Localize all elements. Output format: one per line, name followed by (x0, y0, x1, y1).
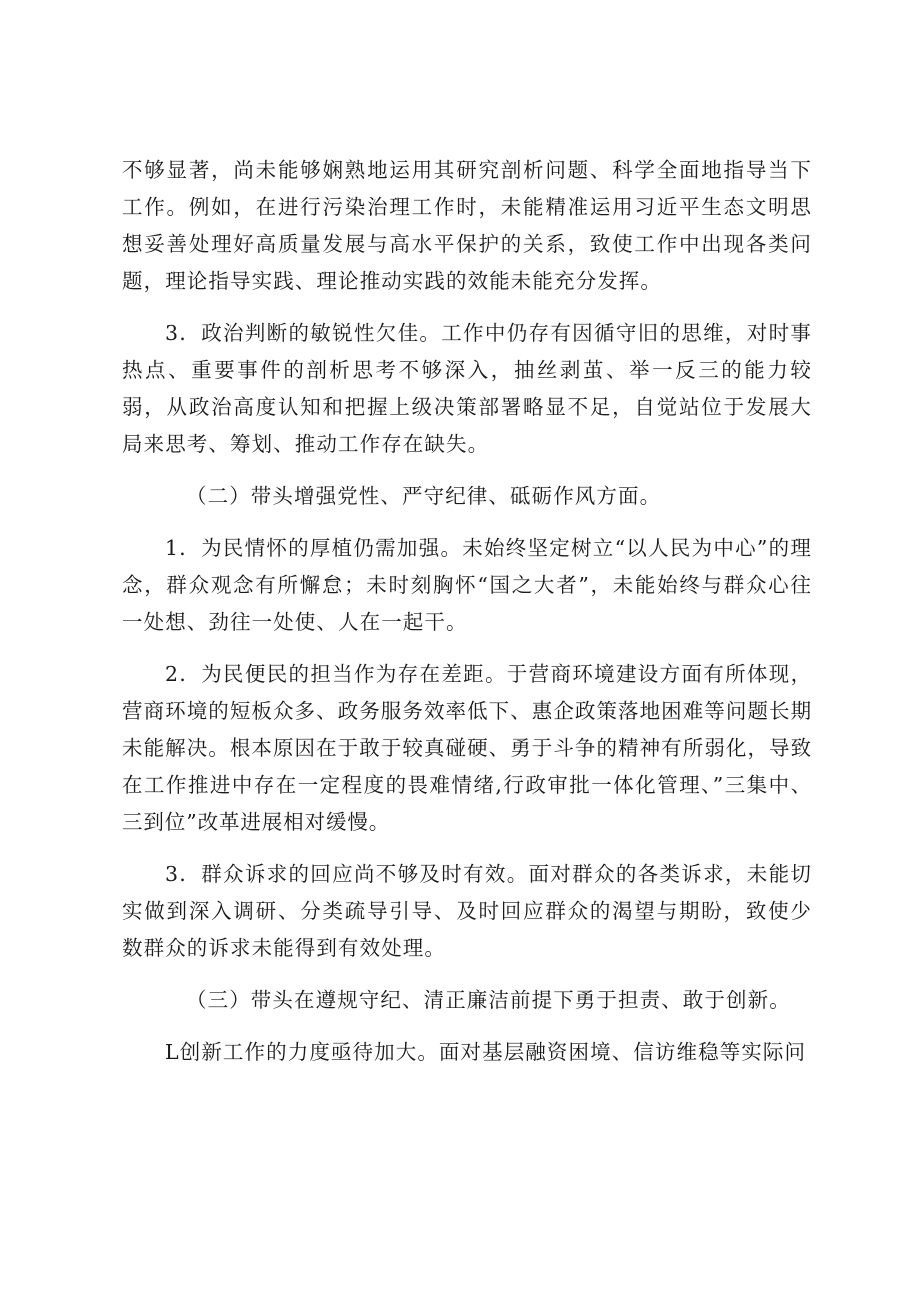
paragraph-continuation: 不够显著，尚未能够娴熟地运用其研究剖析问题、科学全面地指导当下工作。例如，在进行污染治理工作时，未能精准运用习近平生态文明思想妥善处理好高质量发展与高水平保护的关系，致使工作中出现各类问题，理论指导实践、理论推动实践的效能未能充分发挥。 (122, 158, 812, 293)
paragraph-item-1-innovation: L创新工作的力度亟待加大。面对基层融资困境、信访维稳等实际问 (165, 1040, 807, 1064)
paragraph-item-3-political-judgment: 3．政治判断的敏锐性欠佳。工作中仍存有因循守旧的思维，对时事热点、重要事件的剖析思考不够深入，抽丝剥茧、举一反三的能力较弱，从政治高度认知和把握上级决策部署略显不足，自觉站位于发展大局来思考、筹划、推动工作存在缺失。 (122, 321, 812, 456)
paragraph-item-3-public-appeals: 3．群众诉求的回应尚不够及时有效。面对群众的各类诉求，未能切实做到深入调研、分类疏导引导、及时回应群众的渴望与期盼，致使少数群众的诉求未能得到有效处理。 (122, 862, 812, 960)
paragraph-item-2-service-responsibility: 2．为民便民的担当作为存在差距。于营商环境建设方面有所体现，营商环境的短板众多、政务服务效率低下、惠企政策落地困难等问题长期未能解决。根本原因在于敢于较真碰硬、勇于斗争的精神有所弱化，导致在工作推进中存在一定程度的畏难情绪,行政审批一体化管理、”三集中、三到位”改革进展相对缓慢。 (122, 662, 812, 834)
section-heading-2: （二）带头增强党性、严守纪律、砥砺作风方面。 (186, 484, 662, 508)
paragraph-item-1-people-sentiment: 1．为民情怀的厚植仍需加强。未始终坚定树立“以人民为中心”的理念，群众观念有所懈怠；未时刻胸怀“国之大者”，未能始终与群众心往一处想、劲往一处使、人在一起干。 (122, 536, 812, 634)
section-heading-3: （三）带头在遵规守纪、清正廉洁前提下勇于担责、敢于创新。 (186, 988, 791, 1012)
document-body (122, 152, 812, 1086)
